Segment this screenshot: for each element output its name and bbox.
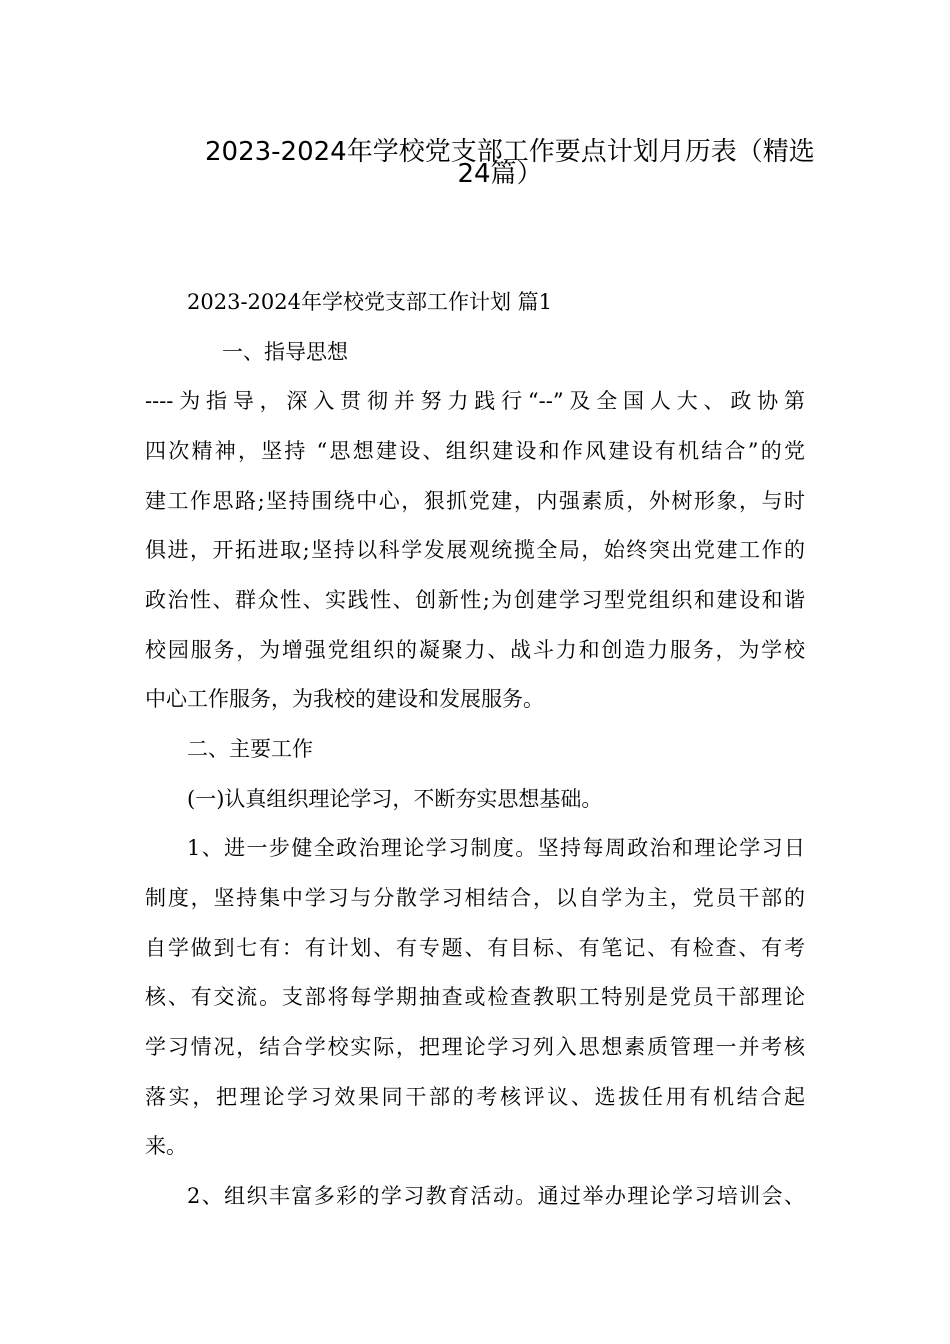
- paragraph-line: 建工作思路;坚持围绕中心，狠抓党建，内强素质，外树形象，与时: [145, 489, 805, 513]
- paragraph-line: 自学做到七有：有计划、有专题、有目标、有笔记、有检查、有考: [145, 936, 805, 960]
- section-subtitle: 2023-2024年学校党支部工作计划 篇1: [187, 290, 553, 314]
- paragraph-line: 落实，把理论学习效果同干部的考核评议、选拔任用有机结合起: [145, 1085, 805, 1109]
- paragraph-line: 学习情况，结合学校实际，把理论学习列入思想素质管理一并考核: [145, 1035, 805, 1059]
- paragraph-line: 校园服务，为增强党组织的凝聚力、战斗力和创造力服务，为学校: [145, 638, 805, 662]
- paragraph-line: ----为指导，深入贯彻并努力践行“--”及全国人大、政协第: [145, 389, 805, 413]
- heading-guiding-thought: 一、指导思想: [222, 340, 348, 364]
- document-title-line1: 2023-2024年学校党支部工作要点计划月历表（精选: [205, 137, 815, 167]
- document-title-line2: 24篇）: [457, 159, 543, 189]
- paragraph-line: 制度，坚持集中学习与分散学习相结合，以自学为主，党员干部的: [145, 886, 805, 910]
- paragraph-line: 中心工作服务，为我校的建设和发展服务。: [145, 687, 544, 711]
- paragraph-line: 四次精神，坚持 “思想建设、组织建设和作风建设有机结合”的党: [145, 439, 805, 463]
- paragraph-line: 政治性、群众性、实践性、创新性;为创建学习型党组织和建设和谐: [145, 588, 805, 612]
- paragraph-line: 1、进一步健全政治理论学习制度。坚持每周政治和理论学习日: [187, 836, 805, 860]
- paragraph-line: 核、有交流。支部将每学期抽查或检查教职工特别是党员干部理论: [145, 985, 805, 1009]
- heading-main-work: 二、主要工作: [187, 737, 313, 761]
- paragraph-line: 2、组织丰富多彩的学习教育活动。通过举办理论学习培训会、: [187, 1184, 805, 1208]
- paragraph-line: 来。: [145, 1134, 187, 1158]
- paragraph-line: 俱进，开拓进取;坚持以科学发展观统揽全局，始终突出党建工作的: [145, 538, 805, 562]
- subheading-theory-study: (一)认真组织理论学习，不断夯实思想基础。: [187, 787, 603, 811]
